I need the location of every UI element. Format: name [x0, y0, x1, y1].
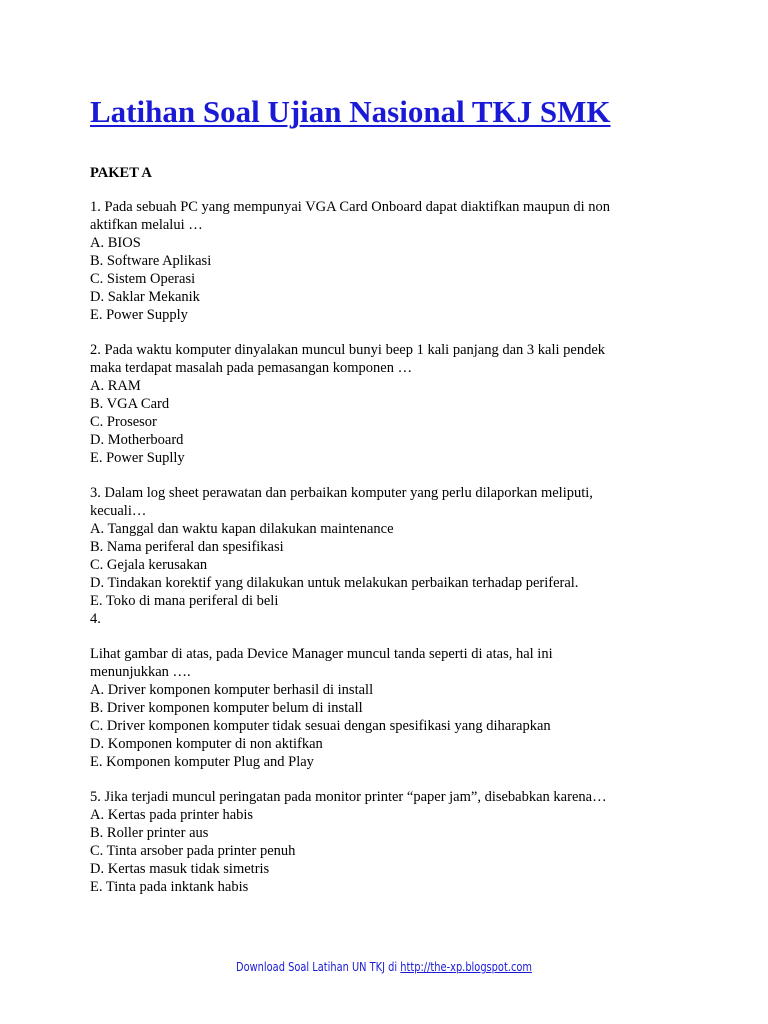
answer-option: C. Gejala kerusakan: [90, 557, 208, 573]
answer-option: B. Nama periferal dan spesifikasi: [90, 539, 284, 555]
answer-option: B. Roller printer aus: [90, 825, 209, 841]
answer-option: D. Motherboard: [90, 432, 184, 448]
question-2: [90, 341, 690, 467]
answer-option: C. Prosesor: [90, 414, 157, 430]
answer-option: C. Sistem Operasi: [90, 271, 196, 287]
question-number-4: 4.: [90, 611, 101, 627]
answer-option: A. RAM: [90, 378, 141, 394]
footer-download-note: [69, 960, 699, 974]
answer-option: B. Driver komponen komputer belum di install: [90, 700, 363, 716]
answer-option: D. Tindakan korektif yang dilakukan untuk melakukan perbaikan terhadap periferal.: [90, 575, 579, 591]
answer-option: B. Software Aplikasi: [90, 253, 212, 269]
answer-option: A. Tanggal dan waktu kapan dilakukan maintenance: [90, 521, 394, 537]
question-text: maka terdapat masalah pada pemasangan komponen …: [90, 360, 413, 376]
question-5: [90, 788, 690, 896]
question-3: [90, 484, 690, 628]
document-title[interactable]: Latihan Soal Ujian Nasional TKJ SMK: [90, 94, 611, 129]
answer-option: C. Driver komponen komputer tidak sesuai dengan spesifikasi yang diharapkan: [90, 718, 551, 734]
answer-option: E. Toko di mana periferal di beli: [90, 593, 279, 609]
question-1: [90, 198, 690, 324]
answer-option: D. Komponen komputer di non aktifkan: [90, 736, 323, 752]
answer-option: E. Power Supply: [90, 307, 188, 323]
paket-heading: PAKET A: [90, 165, 152, 181]
answer-option: B. VGA Card: [90, 396, 170, 412]
footer-text: Download Soal Latihan UN TKJ di: [236, 960, 401, 974]
answer-option: D. Kertas masuk tidak simetris: [90, 861, 270, 877]
answer-option: E. Komponen komputer Plug and Play: [90, 754, 314, 770]
answer-option: A. Driver komponen komputer berhasil di install: [90, 682, 374, 698]
answer-option: E. Power Suplly: [90, 450, 185, 466]
answer-option: A. BIOS: [90, 235, 141, 251]
question-text: Lihat gambar di atas, pada Device Manager muncul tanda seperti di atas, hal ini: [90, 646, 553, 662]
question-text: kecuali…: [90, 503, 147, 519]
document-content: [90, 164, 690, 913]
question-text: 2. Pada waktu komputer dinyalakan muncul bunyi beep 1 kali panjang dan 3 kali pendek: [90, 342, 606, 358]
question-text: aktifkan melalui …: [90, 217, 203, 233]
question-4: [90, 645, 690, 771]
answer-option: E. Tinta pada inktank habis: [90, 879, 249, 895]
answer-option: C. Tinta arsober pada printer penuh: [90, 843, 296, 859]
answer-option: A. Kertas pada printer habis: [90, 807, 254, 823]
question-text: 3. Dalam log sheet perawatan dan perbaikan komputer yang perlu dilaporkan meliputi,: [90, 485, 593, 501]
question-text: 5. Jika terjadi muncul peringatan pada monitor printer “paper jam”, disebabkan karena…: [90, 789, 607, 805]
answer-option: D. Saklar Mekanik: [90, 289, 200, 305]
footer-link[interactable]: http://the-xp.blogspot.com: [400, 960, 532, 974]
question-text: menunjukkan ….: [90, 664, 191, 680]
question-text: 1. Pada sebuah PC yang mempunyai VGA Card Onboard dapat diaktifkan maupun di non: [90, 199, 611, 215]
